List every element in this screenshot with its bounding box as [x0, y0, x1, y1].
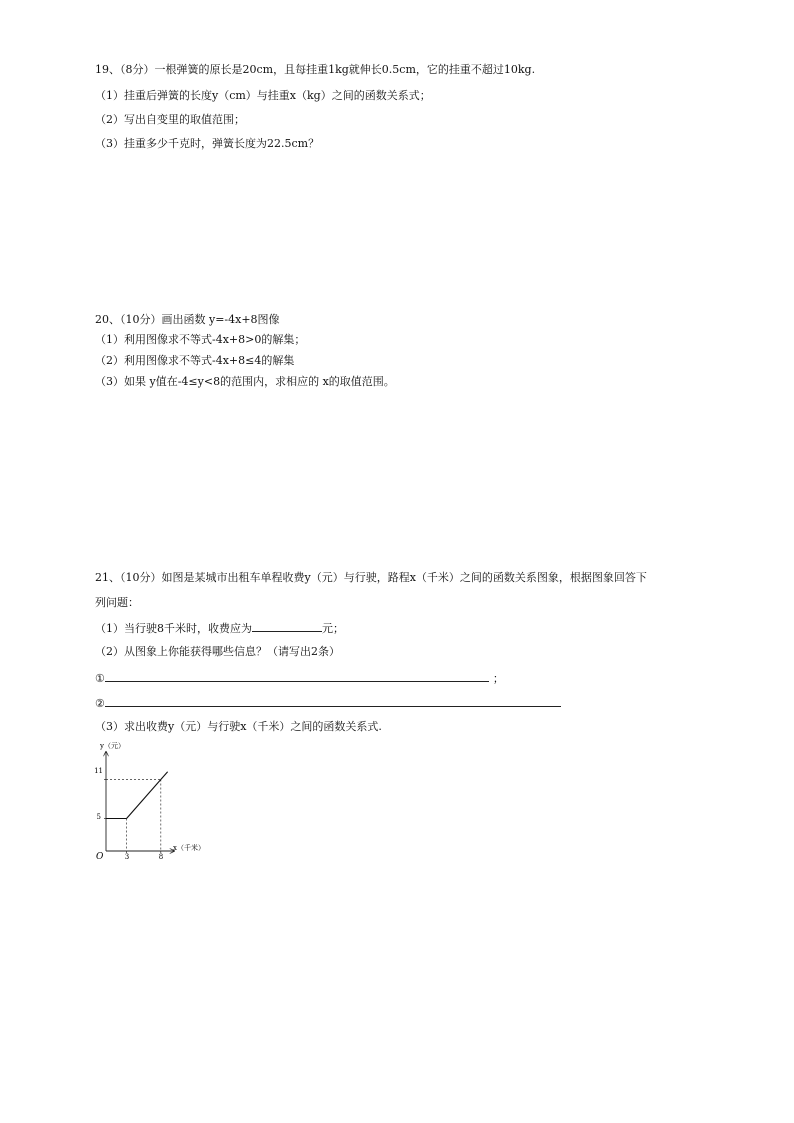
fare-line-segment-3 [161, 772, 168, 780]
q21-part1-suffix: 元； [322, 622, 344, 635]
q21-part1-prefix: （1）当行驶8千米时，收费应为 [95, 622, 252, 635]
q19-part1: （1）挂重后弹簧的长度y（cm）与挂重x（kg）之间的函数关系式； [95, 89, 431, 102]
x-tick-label-3: 3 [124, 853, 130, 861]
q21-answer-line-2 [95, 695, 561, 711]
q21-title: 21、（10分）如图是某城市出租车单程收费y（元）与行驶，路程x（千米）之间的函数关系图象，根据图象回答下 [95, 571, 647, 584]
q19-part3: （3）挂重多少千克时，弹簧长度为22.5cm？ [95, 137, 320, 150]
y-tick-label-11: 11 [94, 767, 103, 775]
fare-line-segment-2 [127, 780, 161, 819]
answer-blank-info-2[interactable] [105, 695, 561, 707]
origin-label: O [96, 852, 104, 862]
q20-part2: （2）利用图像求不等式-4x+8≤4的解集 [95, 354, 295, 367]
circled-one-marker: ① [95, 672, 105, 685]
q21-title-cont: 列问题： [95, 596, 139, 609]
q21-part3: （3）求出收费y（元）与行驶x（千米）之间的函数关系式. [95, 720, 382, 733]
q20-title: 20、（10分）画出函数 y=-4x+8图像 [95, 313, 280, 326]
circled-two-marker: ② [95, 697, 105, 710]
q20-part1: （1）利用图像求不等式-4x+8>0的解集； [95, 333, 306, 346]
x-axis-label: x（千米） [173, 844, 205, 852]
x-tick-label-8: 8 [158, 853, 164, 861]
fare-graph [88, 738, 228, 863]
q21-part1 [95, 620, 344, 636]
y-tick-label-5: 5 [96, 813, 101, 821]
q21-answer-line-1 [95, 670, 504, 686]
answer-blank-fee[interactable] [252, 620, 322, 632]
q20-part3: （3）如果 y值在-4≤y<8的范围内，求相应的 x的取值范围。 [95, 375, 395, 388]
q19-part2: （2）写出自变里的取值范围； [95, 113, 245, 126]
y-axis-label: y（元） [100, 742, 125, 750]
answer-blank-info-1[interactable] [105, 670, 489, 682]
answer-line-1-end: ； [492, 672, 504, 685]
q19-title: 19、（8分）一根弹簧的原长是20cm，且每挂重1kg就伸长0.5cm，它的挂重不超过10kg. [95, 63, 536, 76]
q21-part2: （2）从图象上你能获得哪些信息？（请写出2条） [95, 645, 340, 658]
